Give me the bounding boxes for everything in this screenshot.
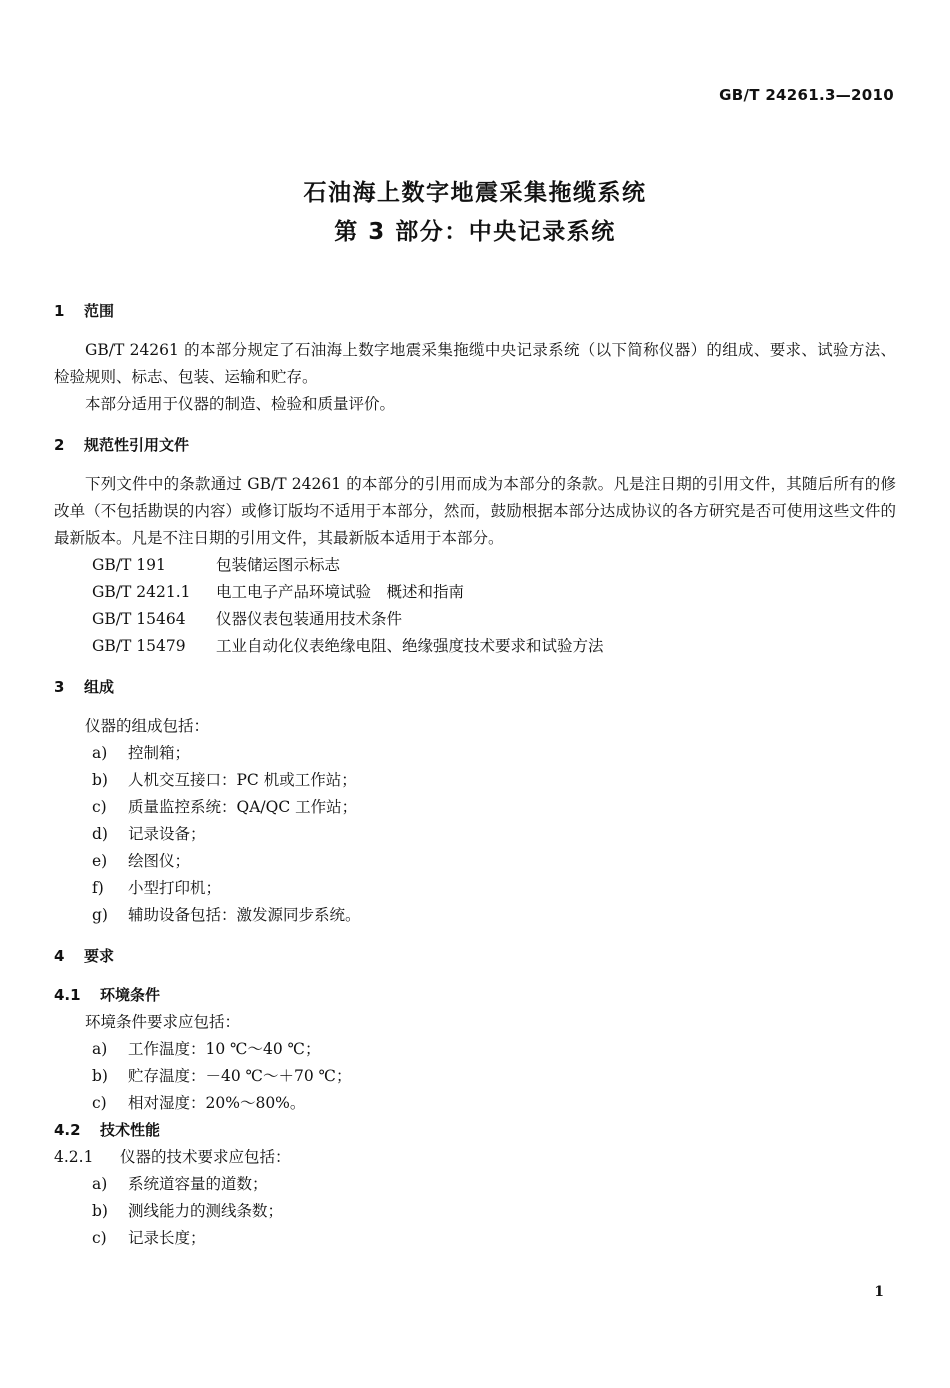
list-text: 工作温度：10 ℃～40 ℃；: [128, 1040, 321, 1058]
list-text: 测线能力的测线条数；: [128, 1202, 284, 1220]
list-label: c): [92, 798, 107, 816]
list-label: b): [92, 1202, 108, 1220]
section-number: 4: [54, 947, 65, 965]
list-label: a): [92, 1175, 108, 1193]
document-title-line1: 石油海上数字地震采集拖缆系统: [303, 180, 647, 206]
subsection-heading-performance: [54, 1117, 896, 1144]
list-label: g): [92, 906, 108, 924]
clause-number: 4.2.1: [54, 1148, 94, 1166]
list-item: [54, 1063, 896, 1090]
subsection-title: 技术性能: [100, 1121, 161, 1139]
reference-code: GB/T 15479: [92, 637, 186, 655]
reference-item: [54, 606, 896, 633]
list-label: f): [92, 879, 104, 897]
section-title: 规范性引用文件: [84, 436, 190, 454]
list-text: 控制箱；: [128, 744, 191, 762]
reference-code: GB/T 191: [92, 556, 166, 574]
paragraph: 环境条件要求应包括：: [85, 1013, 241, 1031]
section-title: 要求: [84, 947, 115, 965]
list-text: 记录长度；: [128, 1229, 206, 1247]
reference-item: [54, 633, 896, 660]
section-heading-normative-references: [54, 432, 896, 459]
list-label: b): [92, 1067, 108, 1085]
list-text: 小型打印机；: [128, 879, 222, 897]
paragraph: 本部分适用于仪器的制造、检验和质量评价。: [85, 395, 396, 413]
list-item: [54, 767, 896, 794]
list-label: e): [92, 852, 108, 870]
list-label: c): [92, 1229, 107, 1247]
list-text: 质量监控系统：QA/QC 工作站；: [128, 798, 358, 816]
list-text: 贮存温度：－40 ℃～＋70 ℃；: [128, 1067, 352, 1085]
reference-code: GB/T 2421.1: [92, 583, 191, 601]
paragraph: 下列文件中的条款通过 GB/T 24261 的本部分的引用而成为本部分的条款。凡是注日期的引用文件，其随后所有的修改单（不包括勘误的内容）或修订版均不适用于本部分，然而，鼓励根据本部分达成协议的各方研究是否可使用这些文件的最新版本。凡是不注日期的引用文件，其最新版本适用于本部分。: [54, 475, 896, 547]
list-label: a): [92, 1040, 108, 1058]
list-label: b): [92, 771, 108, 789]
list-item: [54, 794, 896, 821]
list-text: 绘图仪；: [128, 852, 191, 870]
subsection-title: 环境条件: [100, 986, 161, 1004]
list-item: [54, 1198, 896, 1225]
section-number: 2: [54, 436, 65, 454]
section-heading-requirements: [54, 943, 896, 970]
list-text: 人机交互接口：PC 机或工作站；: [128, 771, 357, 789]
list-text: 辅助设备包括：激发源同步系统。: [128, 906, 361, 924]
paragraph: GB/T 24261 的本部分规定了石油海上数字地震采集拖缆中央记录系统（以下简称仪器）的组成、要求、试验方法、检验规则、标志、包装、运输和贮存。: [54, 341, 896, 386]
list-item: [54, 821, 896, 848]
list-item: [54, 1225, 896, 1252]
list-text: 系统道容量的道数；: [128, 1175, 268, 1193]
section-title: 范围: [84, 302, 115, 320]
reference-title: 工业自动化仪表绝缘电阻、绝缘强度技术要求和试验方法: [216, 637, 604, 655]
list-item: [54, 875, 896, 902]
section-title: 组成: [84, 678, 115, 696]
list-item: [54, 1036, 896, 1063]
reference-title: 电工电子产品环境试验 概述和指南: [216, 583, 465, 601]
list-item: [54, 1090, 896, 1117]
section-number: 3: [54, 678, 65, 696]
clause-text: 仪器的技术要求应包括：: [120, 1148, 291, 1166]
list-text: 记录设备；: [128, 825, 206, 843]
subsection-number: 4.1: [54, 986, 81, 1004]
standard-code: GB/T 24261.3—2010: [719, 86, 894, 104]
reference-title: 仪器仪表包装通用技术条件: [216, 610, 403, 628]
reference-title: 包装储运图示标志: [216, 556, 341, 574]
list-item: [54, 902, 896, 929]
subsection-number: 4.2: [54, 1121, 81, 1139]
document-body: [54, 298, 896, 1252]
page-number: 1: [874, 1284, 884, 1300]
reference-item: [54, 552, 896, 579]
list-label: c): [92, 1094, 107, 1112]
clause-4-2-1: [54, 1144, 896, 1171]
section-heading-composition: [54, 674, 896, 701]
list-label: a): [92, 744, 108, 762]
section-heading-scope: [54, 298, 896, 325]
reference-item: [54, 579, 896, 606]
list-item: [54, 848, 896, 875]
list-item: [54, 740, 896, 767]
list-text: 相对湿度：20%～80%。: [128, 1094, 306, 1112]
paragraph: 仪器的组成包括：: [85, 717, 210, 735]
subsection-heading-environment: [54, 982, 896, 1009]
list-item: [54, 1171, 896, 1198]
section-number: 1: [54, 302, 65, 320]
reference-code: GB/T 15464: [92, 610, 186, 628]
list-label: d): [92, 825, 108, 843]
document-title-line2: 第 3 部分：中央记录系统: [334, 219, 616, 245]
